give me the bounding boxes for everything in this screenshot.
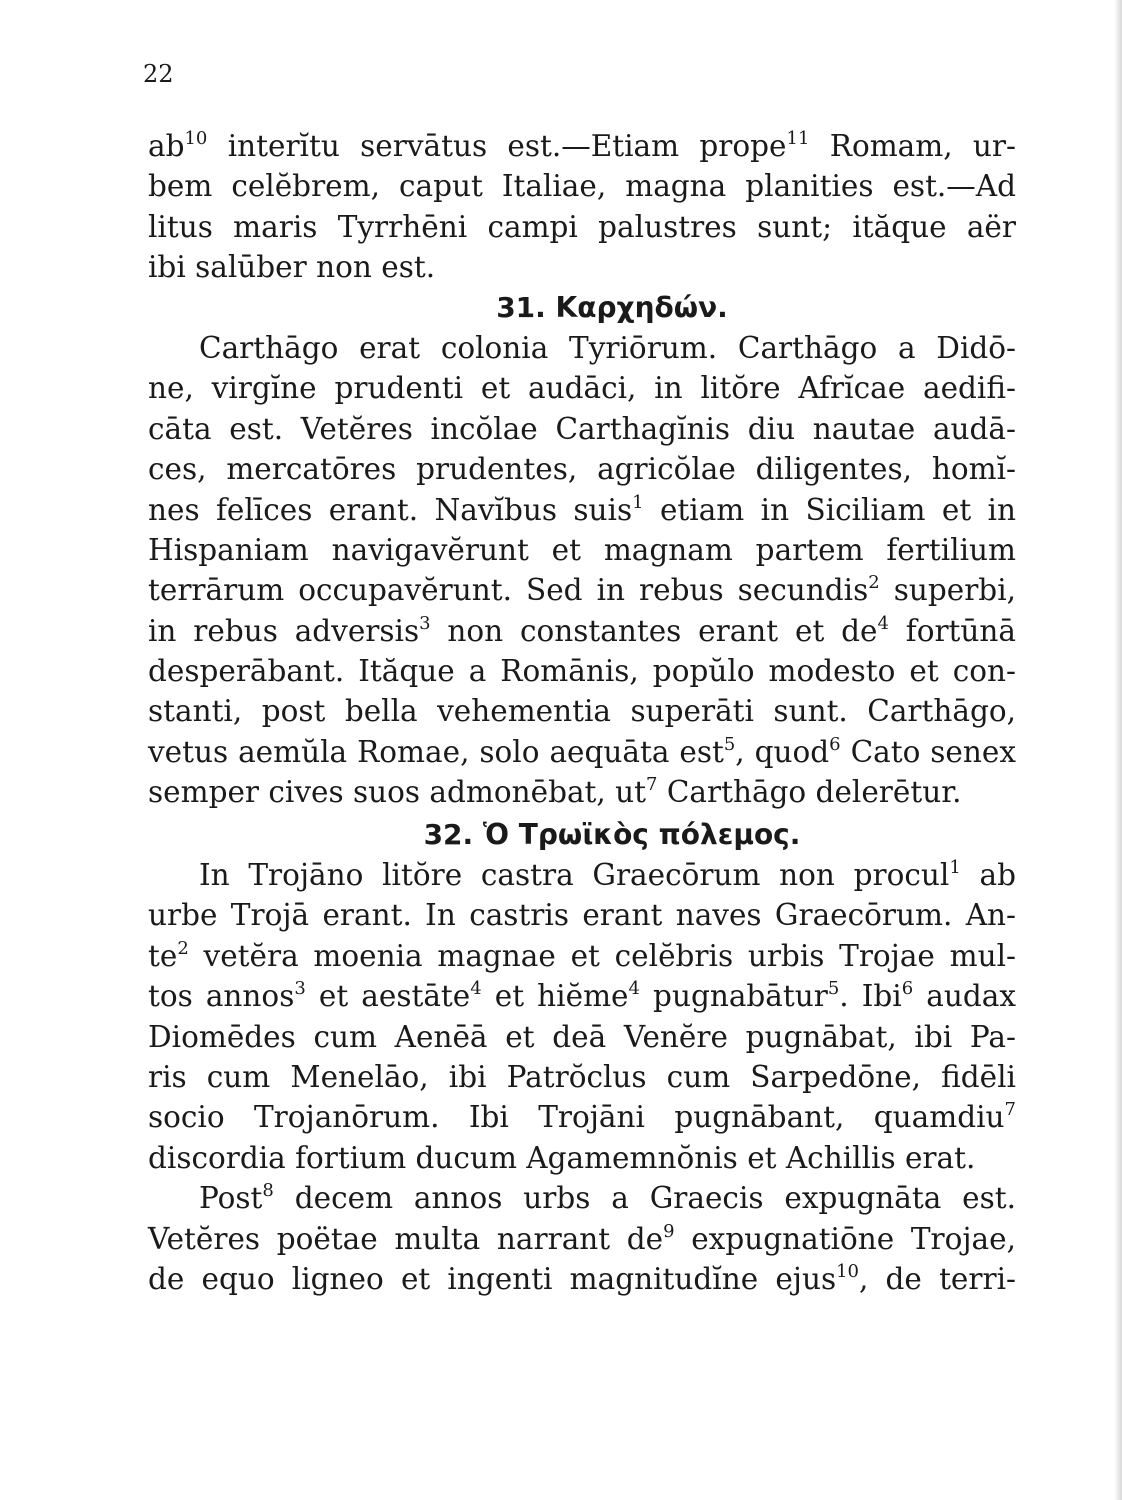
text-run: ris cum Menelāo, ibi Patrŏclus cum Sarpedōne, fidēli	[148, 1059, 1016, 1094]
text-line	[148, 1097, 1016, 1137]
text-run: ces, mercatōres prudentes, agricŏlae diligentes, homĭ-	[148, 452, 1016, 487]
text-block-section-32-paragraph-1	[148, 855, 1016, 1178]
text-run: Cato senex	[840, 734, 1016, 769]
text-run: expugnatiōne Trojae,	[674, 1221, 1016, 1256]
text-run: et hiĕme	[481, 979, 629, 1014]
text-run: , de terri-	[859, 1261, 1016, 1296]
text-block-section-31	[148, 328, 1016, 813]
text-run: fortūnā	[888, 613, 1016, 648]
text-line	[148, 409, 1016, 449]
footnote-marker: 1	[632, 491, 644, 513]
text-run: Carthāgo delerētur.	[657, 775, 962, 810]
footnote-marker: 4	[470, 978, 482, 1000]
text-run: interĭtu servātus est.—Etiam prope	[207, 129, 787, 163]
text-run: In Trojāno litŏre castra Graecōrum non procul	[199, 858, 950, 893]
text-line	[148, 895, 1016, 935]
text-line	[148, 207, 1016, 247]
text-block-section-32-paragraph-2	[148, 1178, 1016, 1299]
text-run: socio Trojanōrum. Ibi Trojāni pugnābant, quamdiu	[148, 1100, 1005, 1135]
text-line	[148, 1219, 1016, 1259]
text-run: tos annos	[148, 979, 295, 1014]
footnote-marker: 2	[177, 937, 189, 959]
text-line	[148, 936, 1016, 976]
text-run: cāta est. Vetĕres incŏlae Carthagĭnis diu nautae audā-	[148, 411, 1016, 446]
footnote-marker: 10	[836, 1260, 859, 1282]
footnote-marker: 6	[829, 733, 841, 755]
footnote-marker: 4	[877, 612, 889, 634]
text-line	[148, 328, 1016, 368]
page-number: 22	[143, 60, 174, 88]
text-line	[148, 611, 1016, 651]
text-line	[148, 449, 1016, 489]
text-run: superbi,	[879, 573, 1017, 608]
text-run: vetus aemŭla Romae, solo aequāta est	[148, 734, 724, 769]
text-run: bem celĕbrem, caput Italiae, magna planities est.—Ad	[148, 169, 1016, 204]
text-line	[148, 855, 1016, 895]
text-run: de equo ligneo et ingenti magnitudĭne ejus	[148, 1261, 837, 1296]
text-run: Romam, ur-	[809, 129, 1016, 163]
text-run: litus maris Tyrrhēni campi palustres sunt; ităque aër	[148, 209, 1016, 244]
footnote-marker: 3	[294, 978, 306, 1000]
text-line	[148, 368, 1016, 408]
text-line	[148, 1017, 1016, 1057]
footnote-marker: 5	[723, 733, 736, 755]
page-body	[148, 126, 1016, 1299]
text-run: pugnabātur	[639, 979, 828, 1014]
text-run: terrārum occupavĕrunt. Sed in rebus secundis	[148, 573, 869, 608]
text-run: . Ibi	[839, 979, 902, 1014]
text-line	[148, 732, 1016, 772]
text-run: Vetĕres poëtae multa narrant de	[148, 1221, 664, 1256]
footnote-marker: 5	[827, 978, 840, 1000]
footnote-marker: 2	[868, 572, 880, 594]
text-line	[148, 490, 1016, 530]
text-run: non constantes erant et de	[430, 613, 878, 648]
footnote-marker: 1	[949, 857, 961, 879]
text-run: ne, virgĭne prudenti et audāci, in litŏre Afrĭcae aedifi-	[148, 371, 1016, 406]
text-run: Hispaniam navigavĕrunt et magnam partem fertilium	[148, 532, 1016, 567]
text-line	[148, 651, 1016, 691]
footnote-marker: 7	[646, 774, 658, 796]
text-line	[148, 1178, 1016, 1218]
text-line	[148, 166, 1016, 206]
text-run: audax	[913, 979, 1016, 1014]
footnote-marker: 9	[663, 1220, 675, 1242]
text-run: te	[148, 938, 178, 973]
footnote-marker: 11	[786, 128, 810, 149]
text-run: decem annos urbs a Graecis expugnāta est.	[273, 1181, 1016, 1216]
text-run: ab	[148, 129, 185, 163]
text-run: vetĕra moenia magnae et celĕbris urbis Trojae mul-	[188, 938, 1016, 973]
footnote-marker: 4	[628, 978, 640, 1000]
text-block-intro	[148, 126, 1016, 288]
footnote-marker: 3	[419, 612, 431, 634]
footnote-marker: 7	[1004, 1099, 1016, 1121]
text-run: stanti, post bella vehementia superāti sunt. Carthāgo,	[148, 694, 1016, 729]
text-line	[148, 976, 1016, 1016]
text-line	[148, 530, 1016, 570]
text-run: semper cives suos admonēbat, ut	[148, 775, 646, 810]
text-line	[148, 570, 1016, 610]
text-run: et aestāte	[305, 979, 471, 1014]
section-heading-32: 32. Ὁ Τρωϊκὸς πόλεμος.	[423, 817, 801, 851]
section-heading-31: 31. Καρχηδών.	[496, 290, 728, 324]
text-run: ibi salūber non est.	[148, 250, 436, 285]
text-line	[148, 247, 1016, 287]
footnote-marker: 6	[901, 978, 914, 1000]
page-edge-shadow	[1114, 0, 1122, 1500]
text-line	[148, 1138, 1016, 1178]
text-line	[148, 126, 1016, 166]
text-run: in rebus adversis	[148, 613, 420, 648]
text-run: Carthāgo erat colonia Tyriōrum. Carthāgo a Didō-	[199, 330, 1016, 365]
text-run: urbe Trojā erant. In castris erant naves Graecōrum. An-	[148, 898, 1016, 933]
text-line	[148, 772, 1016, 812]
text-run: ab	[960, 858, 1016, 893]
text-run: discordia fortium ducum Agamemnŏnis et Achillis erat.	[148, 1140, 976, 1175]
footnote-marker: 10	[184, 128, 208, 149]
text-line	[148, 1259, 1016, 1299]
text-run: Diomēdes cum Aenēā et deā Venĕre pugnābat, ibi Pa-	[148, 1019, 1016, 1054]
text-run: etiam in Siciliam et in	[643, 492, 1016, 527]
footnote-marker: 8	[262, 1180, 274, 1202]
text-run: Post	[199, 1181, 263, 1216]
text-run: nes felīces erant. Navĭbus suis	[148, 492, 633, 527]
text-line	[148, 691, 1016, 731]
text-line	[148, 1057, 1016, 1097]
text-run: desperābant. Ităque a Romānis, popŭlo modesto et con-	[148, 654, 1016, 689]
text-run: , quod	[735, 734, 830, 769]
